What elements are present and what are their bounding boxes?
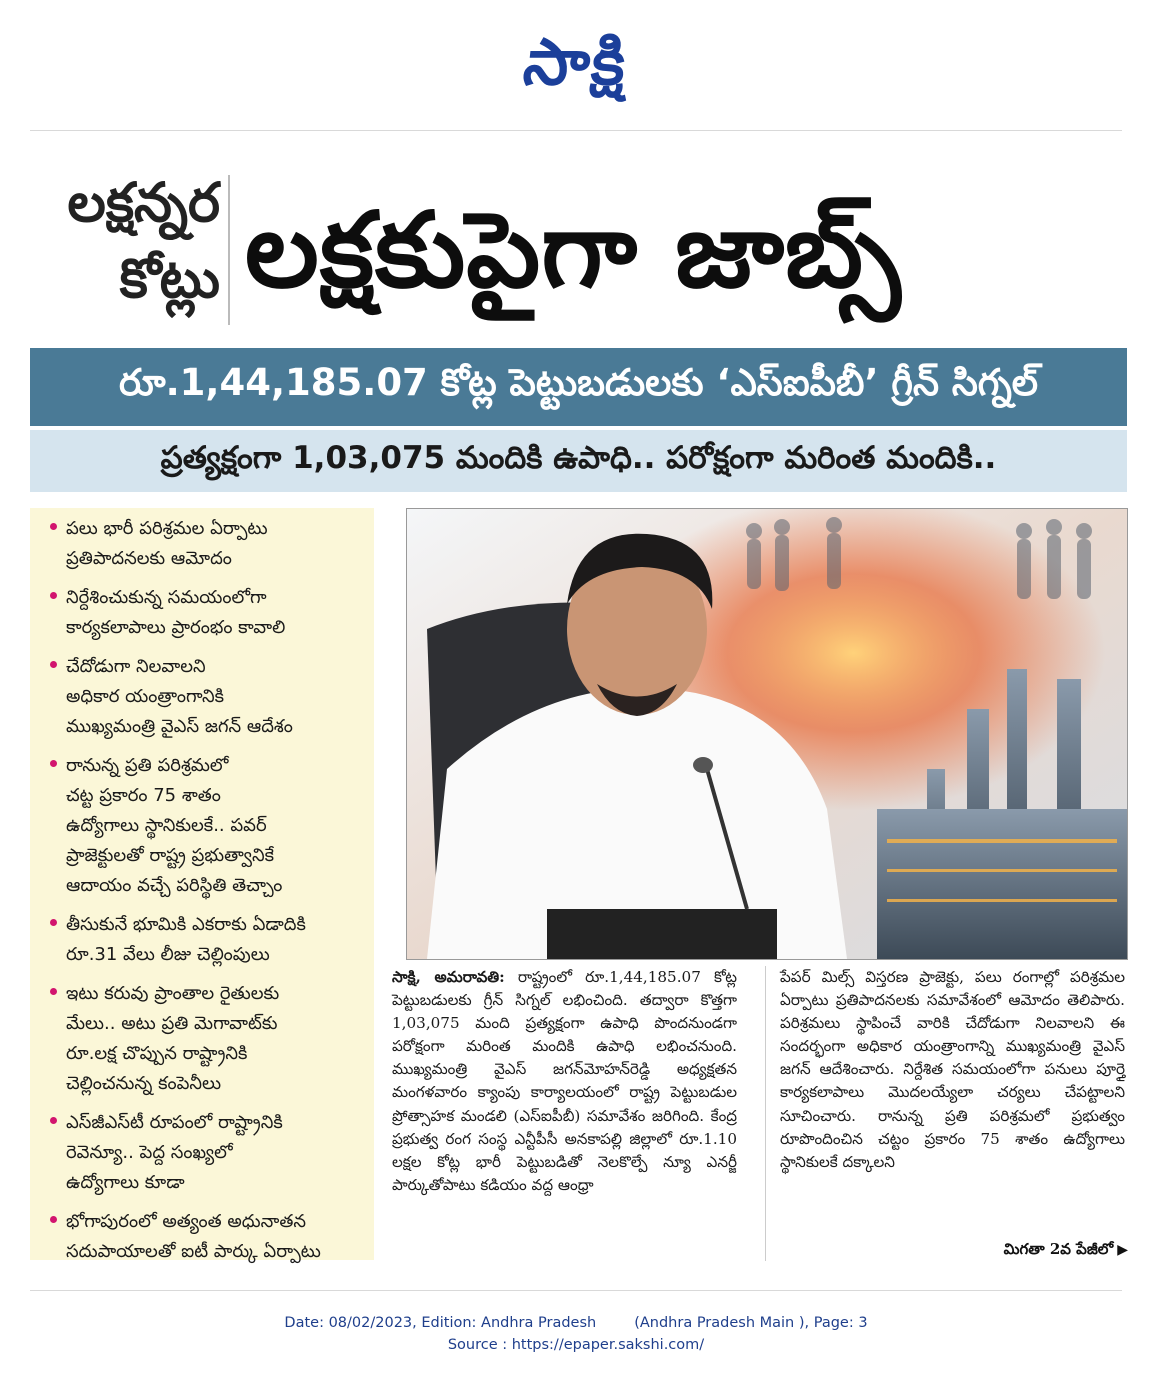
highlight-line: ఆదాయం వచ్చే పరిస్థితి తెచ్చాం xyxy=(66,875,283,896)
subheadline-banner xyxy=(30,348,1127,426)
highlight-line: తీసుకునే భూమికి ఎకరాకు ఏడాదికి xyxy=(66,914,306,935)
highlight-line: కార్యకలాపాలు ప్రారంభం కావాలి xyxy=(66,617,286,638)
kicker-line-2: కోట్లు xyxy=(119,247,220,310)
highlight-line: రూ.31 వేలు లీజు చెల్లింపులు xyxy=(66,944,270,965)
bullet-dot-icon xyxy=(50,988,57,995)
bullet-dot-icon xyxy=(50,592,57,599)
article-column-1-text: రాష్ట్రంలో రూ.1,44,185.07 కోట్ల పెట్టుబడులకు గ్రీన్‌ సిగ్నల్‌ లభించింది. తద్వారా కొత్తగా 1,03,075 మంది ప్రత్యక్షంగా ఉపాధి పొందనుండగా పరోక్షంగా మరింత మందికి ఉపాధి లభించనుంది. ముఖ్యమంత్రి వైఎస్‌ జగన్‌మోహన్‌రెడ్డి అధ్యక్షతన మంగళవారం క్యాంపు కార్యాలయంలో రాష్ట్ర పెట్టుబడుల ప్రోత్సాహక మండలి (ఎస్‌ఐపీబీ) సమావేశం జరిగింది. కేంద్ర ప్రభుత్వ రంగ సంస్థ ఎన్టీపీసీ అనకాపల్లి జిల్లాలో రూ.1.10 లక్షల కోట్ల భారీ పెట్టుబడితో నెలకొల్పే న్యూ ఎనర్జీ పార్కుతోపాటు కడియం వద్ద ఆంధ్రా xyxy=(392,968,738,1194)
highlight-line: రెవెన్యూ.. పెద్ద సంఖ్యలో xyxy=(66,1142,233,1163)
highlight-line: ఇటు కరువు ప్రాంతాల రైతులకు xyxy=(66,983,280,1004)
highlight-line: అధికార యంత్రాంగానికి xyxy=(66,686,225,707)
article-photo xyxy=(406,508,1128,960)
highlight-item xyxy=(50,910,364,970)
highlight-item xyxy=(50,1207,364,1267)
bullet-dot-icon xyxy=(50,1216,57,1223)
highlight-item xyxy=(50,583,364,643)
highlight-item xyxy=(50,1108,364,1198)
highlight-item xyxy=(50,751,364,901)
highlight-item xyxy=(50,979,364,1099)
play-triangle-icon: ▶ xyxy=(1117,1242,1128,1258)
highlight-line: ముఖ్యమంత్రి వైఎస్‌ జగన్‌ ఆదేశం xyxy=(66,716,293,737)
bullet-dot-icon xyxy=(50,919,57,926)
highlight-line: చట్ట ప్రకారం 75 శాతం xyxy=(66,785,221,806)
highlight-line: ఉద్యోగాలు స్థానికులకే.. పవర్‌ xyxy=(66,815,267,836)
page-footer xyxy=(0,1312,1152,1362)
highlight-line: చేదోడుగా నిలవాలని xyxy=(66,656,206,677)
highlights-box xyxy=(30,508,374,1260)
bottom-divider xyxy=(30,1290,1122,1291)
highlight-item xyxy=(50,514,364,574)
bullet-dot-icon xyxy=(50,661,57,668)
bullet-dot-icon xyxy=(50,523,57,530)
highlight-line: నిర్దేశించుకున్న సమయంలోగా xyxy=(66,587,267,608)
highlight-line: ప్రతిపాదనలకు ఆమోదం xyxy=(66,548,232,569)
footer-date-edition: Date: 08/02/2023, Edition: Andhra Pradesh xyxy=(284,1315,597,1331)
highlight-line: రానున్న ప్రతి పరిశ్రమలో xyxy=(66,755,229,776)
subheadline-text: రూ.1,44,185.07 కోట్ల పెట్టుబడులకు ‘ఎస్‌ఐపీబీ’ గ్రీన్‌ సిగ్నల్‌ xyxy=(118,361,1039,404)
bullet-dot-icon xyxy=(50,1117,57,1124)
headline-kicker xyxy=(30,165,220,335)
highlight-line: సదుపాయాలతో ఐటీ పార్కు ఏర్పాటు xyxy=(66,1241,321,1262)
kicker-divider xyxy=(228,175,230,325)
highlight-line: ప్రాజెక్టులతో రాష్ట్ర ప్రభుత్వానికే xyxy=(66,845,275,866)
continued-label: మిగతా 2వ పేజీలో xyxy=(1003,1240,1114,1258)
highlight-line: ఎస్‌జీఎస్‌టీ రూపంలో రాష్ట్రానికి xyxy=(66,1112,283,1133)
article-column-1 xyxy=(392,966,737,1276)
column-divider xyxy=(765,966,766,1261)
article-column-2-text: పేపర్‌ మిల్స్‌ విస్తరణ ప్రాజెక్టు, పలు రంగాల్లో పరిశ్రమల ఏర్పాటు ప్రతిపాదనలకు సమావేశంలో ఆమోదం తెలిపారు. పరిశ్రమలు స్థాపించే వారికి చేదోడుగా నిలవాలని ఈ సందర్భంగా అధికార యంత్రాంగాన్ని ముఖ్యమంత్రి వైఎస్‌ జగన్‌ ఆదేశించారు. నిర్దేశిత సమయంలోగా పనులు పూర్తై కార్యకలాపాలు మొదలయ్యేలా చర్యలు చేపట్టాలని సూచించారు. రానున్న ప్రతి పరిశ్రమలో ప్రభుత్వం రూపొందించిన చట్టం ప్రకారం 75 శాతం ఉద్యోగాలు స్థానికులకే దక్కాలని xyxy=(780,968,1125,1171)
masthead xyxy=(0,18,1152,108)
main-headline: లక్షకుపైగా జాబ్స్‌ xyxy=(245,189,902,311)
newspaper-logo: సాక్షి xyxy=(520,26,632,100)
footer-source[interactable]: Source : https://epaper.sakshi.com/ xyxy=(447,1337,705,1353)
highlight-line: చెల్లించనున్న కంపెనీలు xyxy=(66,1073,222,1094)
top-divider xyxy=(30,130,1122,131)
footer-page-info: (Andhra Pradesh Main ), Page: 3 xyxy=(634,1315,868,1331)
highlight-line: మేలు.. అటు ప్రతి మెగావాట్‌కు xyxy=(66,1013,278,1034)
deck-text: ప్రత్యక్షంగా 1,03,075 మందికి ఉపాధి.. పరోక్షంగా మరింత మందికి.. xyxy=(160,439,997,476)
continued-on-page-link[interactable] xyxy=(968,1240,1128,1264)
highlight-line: భోగాపురంలో అత్యంత అధునాతన xyxy=(66,1211,307,1232)
highlight-line: పలు భారీ పరిశ్రమల ఏర్పాటు xyxy=(66,518,268,539)
deck-banner xyxy=(30,430,1127,492)
article-column-2 xyxy=(780,966,1125,1276)
highlight-item xyxy=(50,652,364,742)
highlight-line: ఉద్యోగాలు కూడా xyxy=(66,1172,185,1193)
bullet-dot-icon xyxy=(50,760,57,767)
article-dateline: సాక్షి, అమరావతి: xyxy=(392,968,505,986)
highlight-line: రూ.లక్ష చొప్పున రాష్ట్రానికి xyxy=(66,1043,248,1064)
kicker-line-1: లక్షన్నర xyxy=(67,171,220,234)
